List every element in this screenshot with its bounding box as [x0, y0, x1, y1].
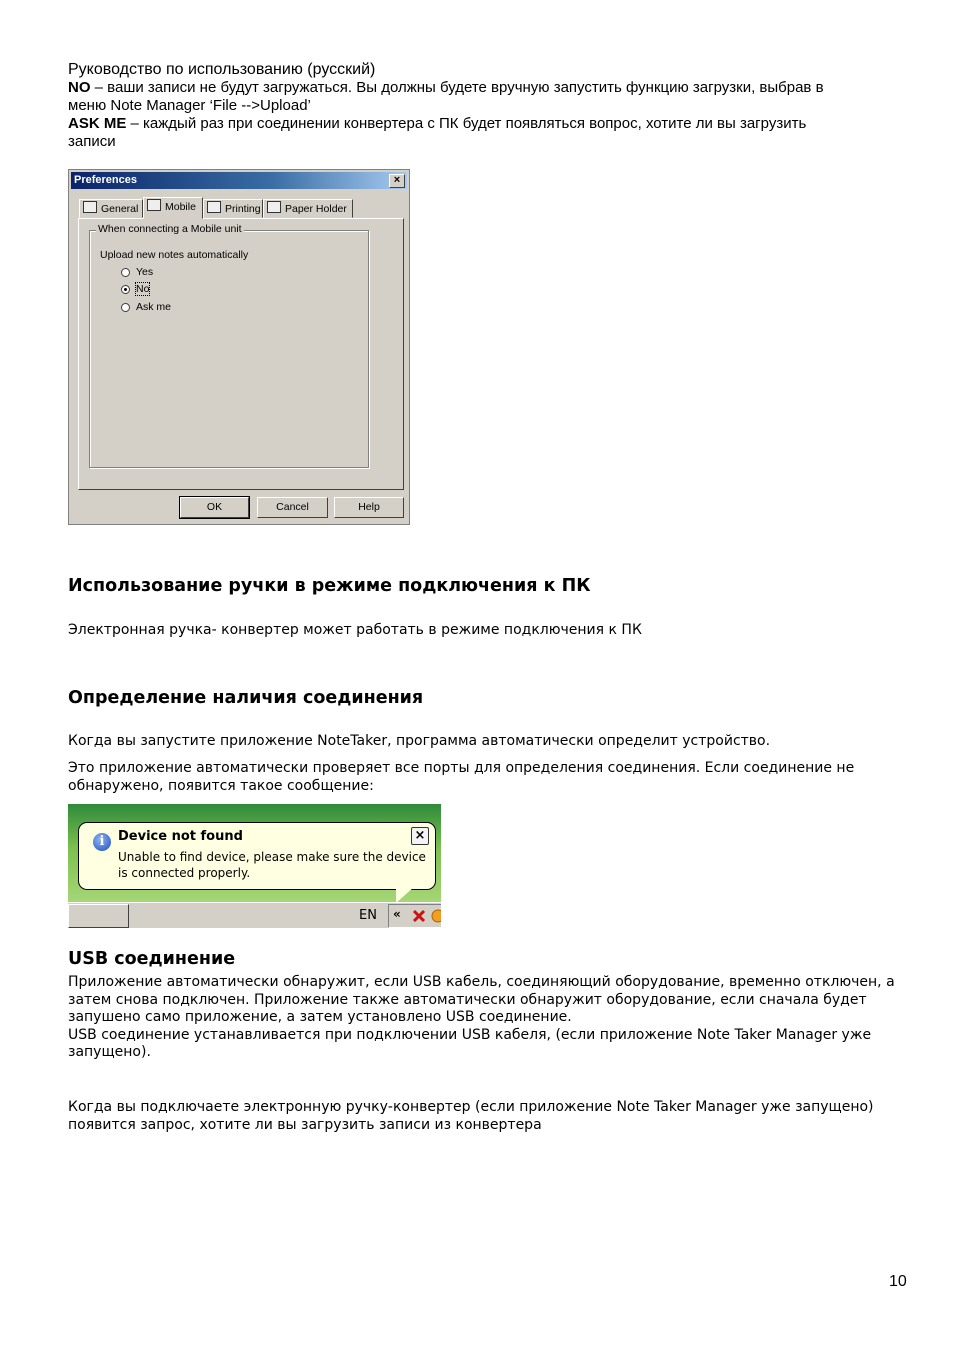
preferences-dialog	[68, 169, 410, 525]
usb-final-line: появится запрос, хотите ли вы загрузить записи из конвертера	[68, 1116, 542, 1133]
radio-no-label[interactable]: No	[136, 283, 150, 295]
notification-balloon[interactable]	[78, 822, 436, 890]
usb-line: запущено).	[68, 1044, 151, 1060]
section-usb-heading: USB соединение	[68, 949, 236, 969]
askme-term: ASK ME	[68, 115, 127, 132]
radio-ask-me-label[interactable]: Ask me	[136, 301, 172, 313]
paper-holder-icon	[267, 201, 281, 213]
mobile-icon	[147, 199, 161, 211]
radio-ask-me[interactable]	[121, 303, 130, 312]
tab-general[interactable]	[79, 199, 143, 218]
askme-line-1	[68, 115, 928, 133]
general-icon	[83, 201, 97, 213]
usb-line: затем снова подключен. Приложение также автоматически обнаружит оборудование, если сначала будет	[68, 991, 867, 1008]
radio-no[interactable]	[121, 285, 130, 294]
page-number: 10	[889, 1273, 907, 1290]
tab-panel	[78, 218, 404, 490]
section-pc-heading: Использование ручки в режиме подключения к ПК	[68, 576, 591, 596]
help-button[interactable]: Help	[334, 497, 404, 518]
usb-line: Приложение автоматически обнаружит, если USB кабель, соединяющий оборудование, временно отключен, а	[68, 974, 895, 990]
tab-mobile[interactable]	[143, 197, 203, 219]
usb-line: запушено само приложение, а затем установлено USB соединение.	[68, 1009, 572, 1025]
tab-printing[interactable]	[203, 199, 263, 218]
radio-yes-label[interactable]: Yes	[136, 266, 154, 278]
usb-body	[68, 974, 938, 1062]
askme-line-2: записи	[68, 133, 116, 150]
balloon-title: Device not found	[118, 829, 243, 844]
intro-block	[68, 60, 928, 151]
language-indicator[interactable]: EN	[359, 908, 377, 923]
tray-app-icon[interactable]	[430, 908, 441, 924]
cancel-button[interactable]: Cancel	[257, 497, 328, 518]
detect-para2-line1: Это приложение автоматически проверяет все порты для определения соединения. Если соединение не	[68, 760, 855, 776]
close-icon[interactable]: ×	[411, 827, 429, 845]
detect-para1: Когда вы запустите приложение NoteTaker, программа автоматически определит устройство.	[68, 733, 771, 749]
balloon-tail	[396, 887, 414, 903]
no-line-2: меню Note Manager ‘File -->Upload’	[68, 97, 311, 114]
no-text-1: – ваши записи не будут загружаться. Вы должны будете вручную запустить функцию загрузки, выбрав в	[90, 79, 824, 96]
printer-icon	[207, 201, 221, 213]
section-pc-text: Электронная ручка- конвертер может работать в режиме подключения к ПК	[68, 622, 642, 638]
detect-para2-line2: обнаружено, появится такое сообщение:	[68, 777, 374, 794]
doc-title: Руководство по использованию (русский)	[68, 61, 376, 78]
section-detect-heading: Определение наличия соединения	[68, 688, 424, 708]
taskbar	[68, 902, 441, 928]
askme-text-1: – каждый раз при соединении конвертера с ПК будет появляться вопрос, хотите ли вы загрузить	[126, 115, 807, 132]
taskbar-button[interactable]	[68, 904, 129, 928]
connection-group	[89, 223, 369, 468]
ok-button[interactable]: OK	[180, 497, 249, 518]
tab-label: Printing	[225, 203, 261, 215]
tab-label: Mobile	[165, 201, 196, 213]
radio-yes[interactable]	[121, 268, 130, 277]
no-line-1	[68, 79, 928, 97]
usb-final	[68, 1099, 938, 1134]
detect-para2	[68, 760, 928, 795]
tab-paper-holder[interactable]	[263, 199, 353, 218]
upload-label: Upload new notes automatically	[100, 249, 249, 261]
dialog-title: Preferences	[74, 174, 137, 186]
tab-label: General	[101, 203, 139, 215]
close-icon[interactable]: ×	[389, 174, 405, 188]
device-disconnected-icon[interactable]	[411, 908, 427, 924]
dialog-title-bar	[71, 172, 407, 189]
usb-final-line: Когда вы подключаете электронную ручку-конвертер (если приложение Note Taker Manager уже запущено)	[68, 1099, 874, 1115]
tab-label: Paper Holder	[285, 203, 347, 215]
no-term: NO	[68, 79, 91, 96]
balloon-message: Unable to find device, please make sure the device is connected properly.	[118, 850, 426, 880]
usb-line: USB соединение устанавливается при подключении USB кабеля, (если приложение Note Taker Manager уже	[68, 1026, 872, 1043]
group-label: When connecting a Mobile unit	[98, 223, 242, 235]
chevron-left-icon[interactable]: «	[393, 907, 401, 921]
device-not-found-screenshot	[68, 804, 441, 928]
info-icon: i	[93, 833, 111, 851]
